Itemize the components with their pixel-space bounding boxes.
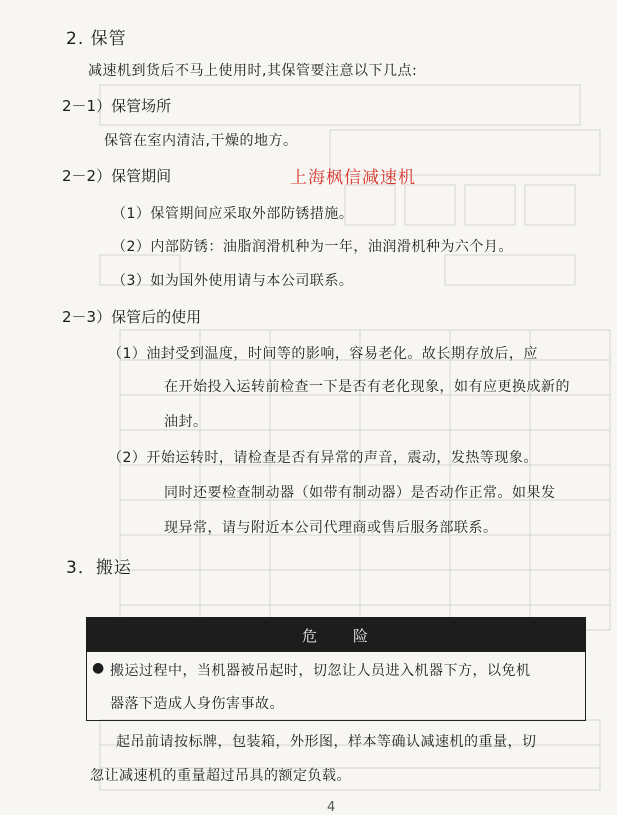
after-storage-item-1-line3: 油封。 [164, 414, 208, 430]
section-2-intro: 减速机到货后不马上使用时,其保管要注意以下几点: [88, 63, 418, 79]
page-number: 4 [327, 800, 336, 815]
storage-item-1: （1）保管期间应采取外部防锈措施。 [112, 206, 354, 222]
subsection-2-3-title: 2－3）保管后的使用 [62, 308, 202, 326]
after-storage-item-2-line2: 同时还要检查制动器（如带有制动器）是否动作正常。如果发 [164, 485, 556, 501]
storage-item-2: （2）内部防锈：油脂润滑机种为一年，油润滑机种为六个月。 [112, 239, 513, 255]
subsection-2-2-title: 2－2）保管期间 [62, 167, 172, 185]
danger-header-bar [86, 617, 586, 651]
danger-bullet-icon: ● [92, 660, 105, 676]
section-3-title: 3．搬运 [66, 558, 132, 578]
danger-label: 危 险 [302, 627, 371, 645]
lifting-note-line2: 忽让减速机的重量超过吊具的额定负载。 [90, 768, 351, 784]
after-storage-item-2-line1: （2）开始运转时，请检查是否有异常的声音，震动，发热等现象。 [108, 450, 538, 466]
section-2-title: 2. 保管 [66, 29, 127, 49]
lifting-note-line1: 起吊前请按标牌，包装箱，外形图，样本等确认减速机的重量，切 [116, 734, 537, 750]
after-storage-item-1-line1: （1）油封受到温度，时间等的影响，容易老化。故长期存放后，应 [108, 346, 538, 362]
subsection-2-1-text: 保管在室内清洁,干燥的地方。 [104, 133, 298, 149]
storage-item-3: （3）如为国外使用请与本公司联系。 [112, 273, 354, 289]
after-storage-item-1-line2: 在开始投入运转前检查一下是否有老化现象，如有应更换成新的 [164, 379, 570, 395]
danger-text-line1: 搬运过程中，当机器被吊起时，切忽让人员进入机器下方，以免机 [110, 663, 531, 679]
after-storage-item-2-line3: 现异常，请与附近本公司代理商或售后服务部联系。 [164, 520, 498, 536]
danger-text-line2: 器落下造成人身伤害事故。 [110, 696, 284, 712]
subsection-2-1-title: 2－1）保管场所 [62, 97, 172, 115]
watermark-text: 上海枫信减速机 [290, 168, 416, 188]
